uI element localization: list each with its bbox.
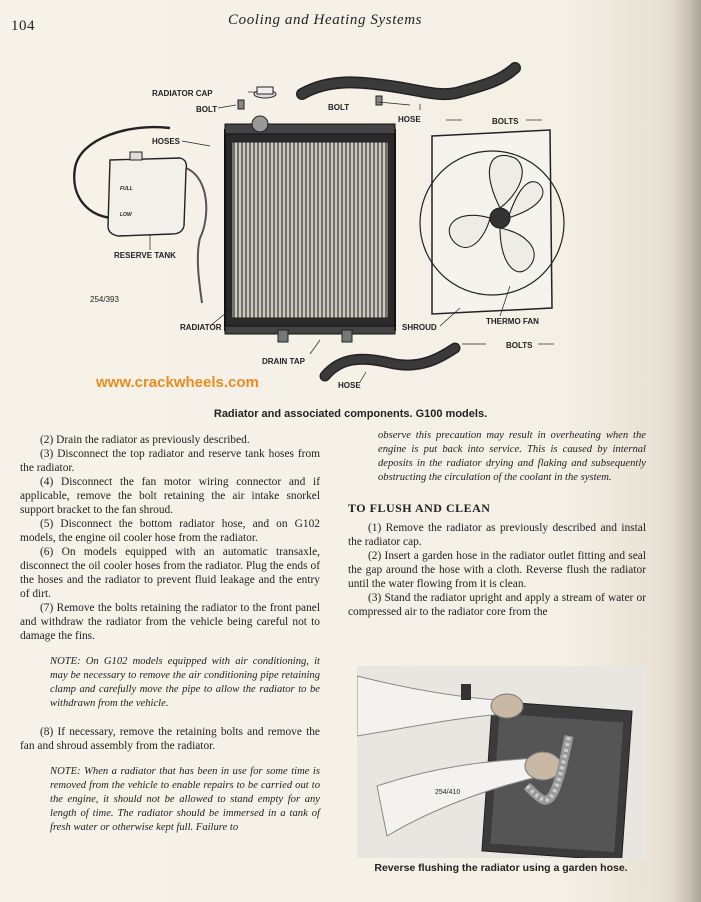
note-radiator-storage: NOTE: When a radiator that has been in use for some time is removed from the vehicle to enable repairs to be carried out to the engine, it should not be allowed to stand empty for any length of time. The radiator should be immersed in a tank of fresh water or otherwise kept full. Failure to (50, 766, 320, 833)
figure1-caption: Radiator and associated components. G100 models. (213, 408, 488, 420)
radiator-cap (254, 87, 276, 98)
figure2-caption: Reverse flushing the radiator using a garden hose. (374, 862, 628, 874)
flush-step-1: (1) Remove the radiator as previously described and instal the radiator cap. (348, 522, 646, 548)
reserve-tank (108, 152, 186, 236)
photo-hand-upper (491, 694, 523, 718)
radiator-exploded-diagram (60, 58, 620, 398)
book-spine-shadow (672, 0, 701, 902)
step-8: (8) If necessary, remove the retaining bolts and remove the fan and shroud assembly from the radiator. (20, 726, 320, 752)
step-7: (7) Remove the bolts retaining the radiator to the front panel and withdraw the radiator from the vehicle being careful not to damage the fins. (20, 602, 320, 642)
step-4: (4) Disconnect the fan motor wiring connector and if applicable, remove the bolt retaining the air intake snorkel support bracket to the fan shroud. (20, 476, 320, 516)
note-air-conditioning: NOTE: On G102 models equipped with air conditioning, it may be necessary to remove the air conditioning pipe retaining clamp and carefully move the pipe to allow the radiator to be withdrawn from the vehicle. (50, 656, 320, 709)
label-bolts-bottom: BOLTS (506, 341, 533, 350)
running-title: Cooling and Heating Systems (228, 12, 423, 28)
label-thermo-fan: THERMO FAN (486, 317, 539, 326)
figure-ref: 254/393 (90, 295, 119, 304)
label-hoses: HOSES (152, 137, 181, 146)
svg-text:FULL: FULL (120, 186, 133, 192)
step-5: (5) Disconnect the bottom radiator hose, and on G102 models, the engine oil cooler hose from the radiator. (20, 518, 320, 544)
label-bolt-right: BOLT (328, 103, 350, 112)
note-continued: observe this precaution may result in overheating when the engine is put back into service. This is caused by internal deposits in the radiator drying and flaking and subsequently obstructing the circulation of the coolant in the system. (378, 430, 646, 483)
label-radiator-cap: RADIATOR CAP (152, 89, 213, 98)
label-radiator: RADIATOR (180, 323, 222, 332)
step-6: (6) On models equipped with an automatic transaxle, disconnect the oil cooler hoses from the radiator. Plug the ends of the hoses and the radiator to prevent fluid leakage and the entry of dirt. (20, 546, 320, 600)
bolt-left (238, 100, 244, 109)
left-column (20, 433, 320, 849)
label-bolt-left: BOLT (196, 105, 218, 114)
flush-step-3: (3) Stand the radiator upright and apply a stream of water or compressed air to the radiator core from the (348, 592, 646, 618)
radiator (225, 116, 395, 342)
step-3: (3) Disconnect the top radiator and reserve tank hoses from the radiator. (20, 448, 320, 474)
right-column (348, 429, 646, 619)
fan-shroud (420, 130, 564, 314)
step-2: (2) Drain the radiator as previously described. (40, 434, 250, 446)
bolt-right (376, 96, 382, 105)
watermark: www.crackwheels.com (96, 374, 259, 391)
reverse-flush-photo (357, 666, 647, 858)
label-hose-top: HOSE (398, 115, 421, 124)
tank-breather-pipe (186, 168, 206, 303)
label-shroud: SHROUD (402, 323, 437, 332)
photo-watch (461, 684, 471, 700)
flush-step-2: (2) Insert a garden hose in the radiator outlet fitting and seal the gap around the hose with a cloth. Reverse flush the radiator until the water flowing from it is clean. (348, 550, 646, 590)
label-drain-tap: DRAIN TAP (262, 357, 305, 366)
section-heading: TO FLUSH AND CLEAN (348, 501, 491, 515)
svg-text:LOW: LOW (120, 212, 132, 218)
photo-ref: 254/410 (435, 789, 461, 796)
page-number: 104 (11, 18, 35, 34)
label-hose-bottom: HOSE (338, 381, 361, 390)
label-reserve-tank: RESERVE TANK (114, 251, 176, 260)
label-bolts-top: BOLTS (492, 117, 519, 126)
